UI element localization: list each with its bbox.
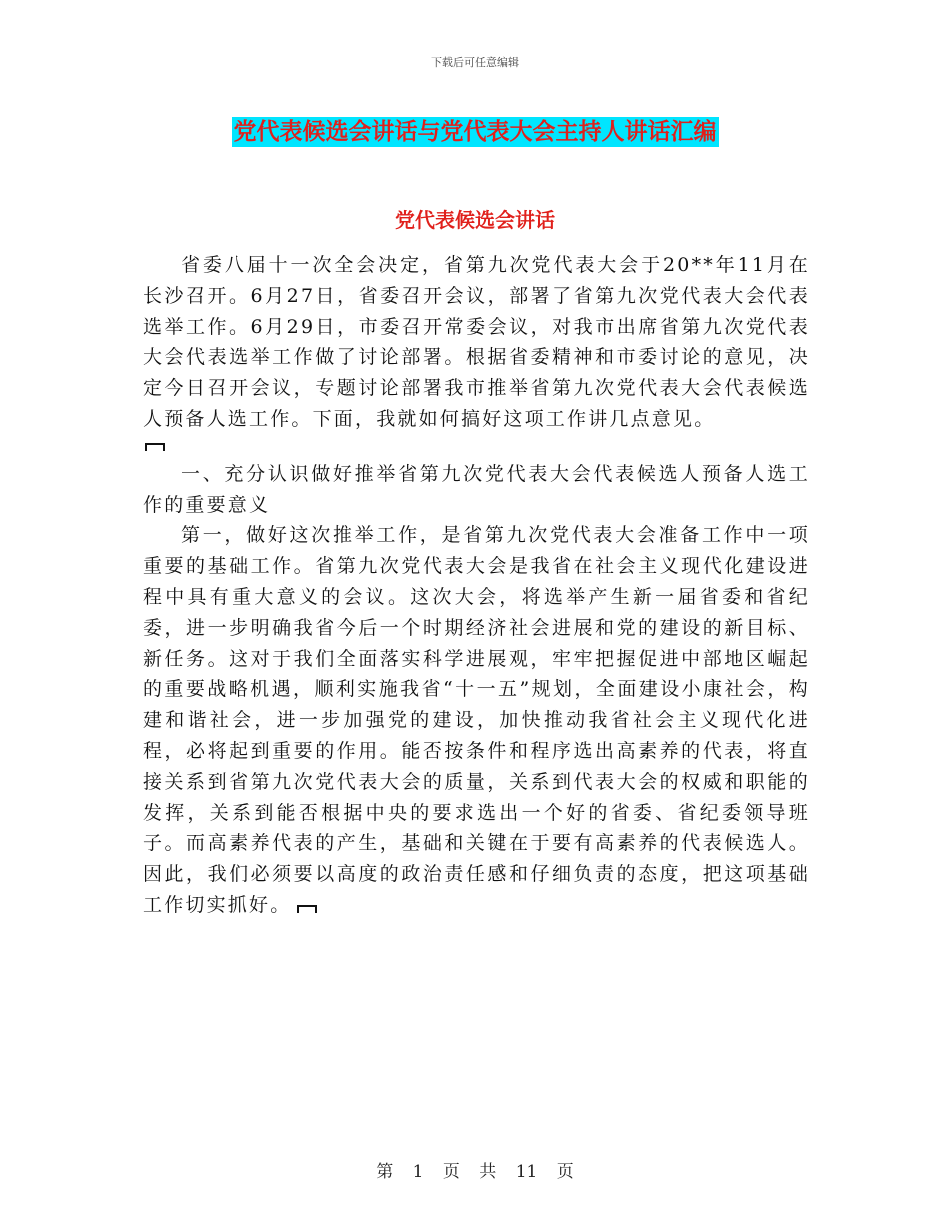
paragraph-mark [145, 443, 165, 451]
footer-page-total: 11 [515, 1162, 538, 1182]
footer-di: 第 [376, 1162, 394, 1182]
footer-page-current: 1 [412, 1162, 424, 1182]
document-title-text: 党代表候选会讲话与党代表大会主持人讲话汇编 [233, 119, 717, 145]
section-title: 党代表候选会讲话 [395, 208, 555, 232]
paragraph-intro: 省委八届十一次全会决定，省第九次党代表大会于20**年11月在长沙召开。6月27日，省委召开会议，部署了省第九次党代表大会代表选举工作。6月29日，市委召开常委会议，对我市出席省第九次党代表大会代表选举工作做了讨论部署。根据省委精神和市委讨论的意见，决定今日召开会议，专题讨论部署我市推举省第九次党代表大会代表候选人预备人选工作。下面，我就如何搞好这项工作讲几点意见。 [143, 254, 810, 430]
paragraph-first-point [143, 520, 810, 920]
footer-ye: 页 [442, 1162, 460, 1182]
footer-gong: 共 [479, 1162, 497, 1182]
paragraph-mark [297, 905, 317, 913]
paragraph-heading-1: 一、充分认识做好推举省第九次党代表大会代表候选人预备人选工作的重要意义 [143, 462, 810, 516]
page-footer [0, 1157, 950, 1182]
document-title [0, 113, 950, 146]
paragraph-first-point-text: 第一，做好这次推举工作，是省第九次党代表大会准备工作中一项重要的基础工作。省第九次党代表大会是我省在社会主义现代化建设进程中具有重大意义的会议。这次大会，将选举产生新一届省委和省纪委，进一步明确我省今后一个时期经济社会进展和党的建设的新目标、新任务。这对于我们全面落实科学进展观，牢牢把握促进中部地区崛起的重要战略机遇，顺利实施我省“十一五”规划，全面建设小康社会，构建和谐社会，进一步加强党的建设，加快推动我省社会主义现代化进程，必将起到重要的作用。能否按条件和程序选出高素养的代表，将直接关系到省第九次党代表大会的质量，关系到代表大会的权威和职能的发挥，关系到能否根据中央的要求选出一个好的省委、省纪委领导班子。而高素养代表的产生，基础和关键在于要有高素养的代表候选人。因此，我们必须要以高度的政治责任感和仔细负责的态度，把这项基础工作切实抓好。 [143, 524, 810, 916]
document-body [143, 250, 810, 921]
footer-ye2: 页 [556, 1162, 574, 1182]
page-header-note: 下载后可任意编辑 [431, 56, 519, 69]
